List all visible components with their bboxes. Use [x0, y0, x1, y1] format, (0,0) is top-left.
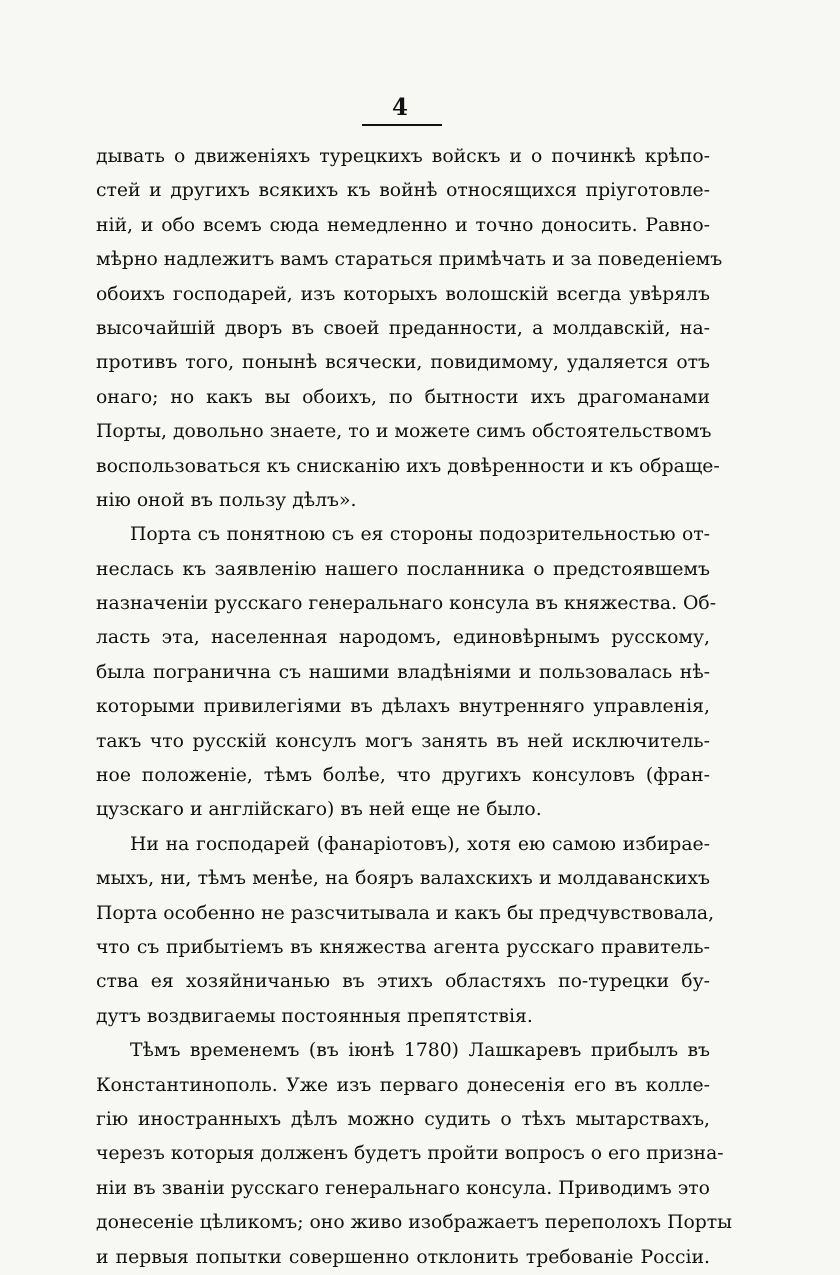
text-line: дывать о движеніяхъ турецкихъ войскъ и о починкѣ крѣпо-: [96, 146, 710, 167]
text-line: дутъ воздвигаемы постоянныя препятствія.: [96, 1005, 533, 1027]
text-line: ное положеніе, тѣмъ болѣе, что другихъ консуловъ (фран-: [96, 765, 710, 787]
text-line: цузскаго и англійскаго) въ ней еще не было.: [96, 799, 542, 821]
text-line: противъ того, понынѣ всячески, повидимому, удаляется отъ: [96, 352, 710, 374]
text-line: Тѣмъ временемъ (въ іюнѣ 1780) Лашкаревъ прибылъ въ: [130, 1040, 710, 1062]
text-line: высочайшій дворъ въ своей преданности, а молдавскій, на-: [96, 317, 710, 339]
text-line: обоихъ господарей, изъ которыхъ волошскій всегда увѣрялъ: [96, 283, 710, 305]
text-line: черезъ которыя долженъ будетъ пройти вопросъ о его призна-: [96, 1143, 724, 1165]
header-rule: [362, 124, 442, 126]
text-line: воспользоваться къ снисканію ихъ довѣренности и къ обраще-: [96, 455, 720, 477]
text-line: Константинополь. Уже изъ перваго донесенія его въ колле-: [96, 1074, 710, 1096]
text-line: Порта особенно не разсчитывала и какъ бы предчувствовала,: [96, 902, 715, 924]
text-line: гію иностранныхъ дѣлъ можно судить о тѣхъ мытарствахъ,: [96, 1108, 710, 1130]
text-line: была погранична съ нашими владѣніями и пользовалась нѣ-: [96, 661, 710, 683]
text-line: ства ея хозяйничанью въ этихъ областяхъ по-турецки бу-: [96, 971, 710, 993]
body-text: [96, 140, 733, 1275]
text-line: назначеніи русскаго генеральнаго консула въ княжества. Об-: [96, 593, 717, 615]
text-line: неслась къ заявленію нашего посланника о предстоявшемъ: [96, 558, 710, 580]
text-line: такъ что русскій консулъ могъ занять въ ней исключитель-: [96, 730, 710, 752]
text-line: которыми привилегіями въ дѣлахъ внутренняго управленія,: [96, 696, 710, 718]
text-line: донесеніе цѣликомъ; оно живо изображаетъ переполохъ Порты: [96, 1212, 733, 1234]
text-line: ній, и обо всемъ сюда немедленно и точно доносить. Равно-: [96, 214, 710, 236]
text-line: мыхъ, ни, тѣмъ менѣе, на бояръ валахскихъ и молдаванскихъ: [96, 868, 710, 890]
text-line: Ни на господарей (фанаріотовъ), хотя ею самою избирае-: [130, 833, 710, 855]
text-line: что съ прибытіемъ въ княжества агента русскаго правитель-: [96, 936, 710, 958]
page-number: 4: [391, 94, 408, 121]
text-line: мѣрно надлежитъ вамъ стараться примѣчать и за поведеніемъ: [96, 249, 723, 271]
text-line: Порты, довольно знаете, то и можете симъ обстоятельствомъ: [96, 421, 712, 443]
text-line: онаго; но какъ вы обоихъ, по бытности ихъ драгоманами: [96, 386, 710, 408]
text-line: Порта съ понятною съ ея стороны подозрительностью от-: [130, 524, 710, 546]
text-line: ніи въ званіи русскаго генеральнаго консула. Приводимъ это: [96, 1177, 710, 1199]
text-line: стей и другихъ всякихъ къ войнѣ относящихся пріуготовле-: [96, 180, 710, 202]
text-line: и первыя попытки совершенно отклонить требованіе Россіи.: [96, 1246, 710, 1268]
text-line: ласть эта, населенная народомъ, единовѣрнымъ русскому,: [96, 627, 710, 649]
text-line: нію оной въ пользу дѣлъ».: [96, 489, 357, 511]
